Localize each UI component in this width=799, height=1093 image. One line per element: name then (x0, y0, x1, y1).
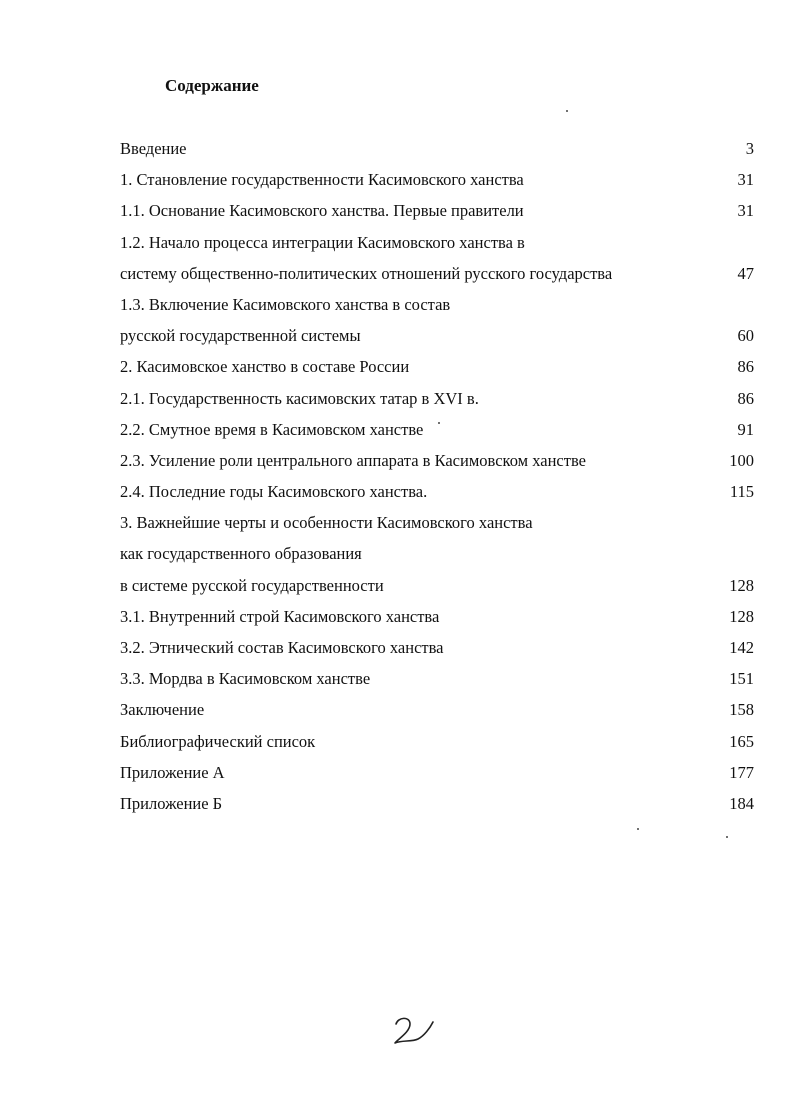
toc-entry (120, 511, 760, 542)
toc-entry-text: 1.2. Начало процесса интеграции Касимовского ханства в (120, 232, 525, 252)
toc-entry-text: 3.3. Мордва в Касимовском ханстве (120, 669, 371, 689)
toc-entry-text: 2.1. Государственность касимовских татар в XVI в. (120, 388, 479, 408)
toc-entry-text: 3.1. Внутренний строй Касимовского ханства (120, 606, 440, 626)
toc-entry (120, 231, 760, 262)
toc-entry (120, 449, 760, 480)
toc-entry-text: 2.3. Усиление роли центрального аппарата в Касимовском ханстве (120, 450, 586, 470)
toc-entry-page: 91 (737, 419, 754, 439)
toc-entry-page: 86 (737, 388, 754, 408)
table-of-contents (120, 137, 760, 823)
toc-entry-page: 115 (729, 482, 754, 502)
toc-entry-page: 165 (729, 731, 754, 751)
toc-entry-page: 60 (737, 326, 754, 346)
toc-entry (120, 418, 760, 449)
toc-entry-text: 1.1. Основание Касимовского ханства. Первые правители (120, 201, 524, 221)
toc-entry-page: 100 (729, 450, 754, 470)
toc-entry (120, 605, 760, 636)
toc-entry-page: 31 (737, 170, 754, 190)
toc-entry (120, 355, 760, 386)
toc-entry (120, 324, 760, 355)
toc-entry (120, 761, 760, 792)
toc-entry-text: Заключение (120, 700, 205, 720)
scan-speck (438, 422, 440, 424)
toc-entry (120, 387, 760, 418)
toc-entry-page: 31 (737, 201, 754, 221)
toc-entry-text: в системе русской государственности (120, 575, 384, 595)
toc-entry (120, 667, 760, 698)
toc-entry-text: 3. Важнейшие черты и особенности Касимовского ханства (120, 513, 533, 533)
toc-entry (120, 137, 760, 168)
toc-entry-text: 1. Становление государственности Касимовского ханства (120, 170, 524, 190)
toc-entry-text: 2.2. Смутное время в Касимовском ханстве (120, 419, 424, 439)
toc-entry-text: как государственного образования (120, 544, 362, 564)
toc-entry-text: Библиографический список (120, 731, 316, 751)
toc-entry (120, 698, 760, 729)
toc-entry (120, 542, 760, 573)
toc-entry-text: систему общественно-политических отношений русского государства (120, 263, 613, 283)
toc-entry-text: Приложение Б (120, 793, 223, 813)
page-title: Содержание (165, 76, 259, 95)
scan-speck (726, 836, 728, 838)
toc-entry (120, 636, 760, 667)
toc-entry-text: Введение (120, 139, 187, 158)
toc-entry-text: 2.4. Последние годы Касимовского ханства. (120, 482, 428, 502)
toc-entry-page: 128 (729, 575, 754, 595)
toc-entry (120, 574, 760, 605)
scan-speck (566, 110, 568, 112)
toc-entry-page: 3 (745, 139, 754, 158)
toc-entry-page: 86 (737, 357, 754, 377)
toc-entry-text: Приложение А (120, 762, 225, 782)
handwritten-page-number (388, 1012, 436, 1048)
toc-entry-page: 151 (729, 669, 754, 689)
toc-entry (120, 293, 760, 324)
toc-entry (120, 480, 760, 511)
toc-entry-text: русской государственной системы (120, 326, 361, 346)
toc-entry (120, 262, 760, 293)
toc-entry-page: 128 (729, 606, 754, 626)
toc-entry-page: 184 (729, 793, 754, 813)
toc-entry-page: 158 (729, 700, 754, 720)
toc-entry (120, 730, 760, 761)
toc-entry-text: 2. Касимовское ханство в составе России (120, 357, 410, 377)
toc-entry-page: 142 (729, 638, 754, 657)
toc-entry-text: 1.3. Включение Касимовского ханства в состав (120, 294, 451, 314)
scan-speck (637, 828, 639, 830)
toc-entry (120, 199, 760, 230)
toc-entry (120, 168, 760, 199)
toc-entry-text: 3.2. Этнический состав Касимовского ханства (120, 638, 444, 657)
toc-entry-page: 47 (737, 263, 754, 283)
toc-entry-page: 177 (729, 762, 754, 782)
toc-entry (120, 792, 760, 823)
